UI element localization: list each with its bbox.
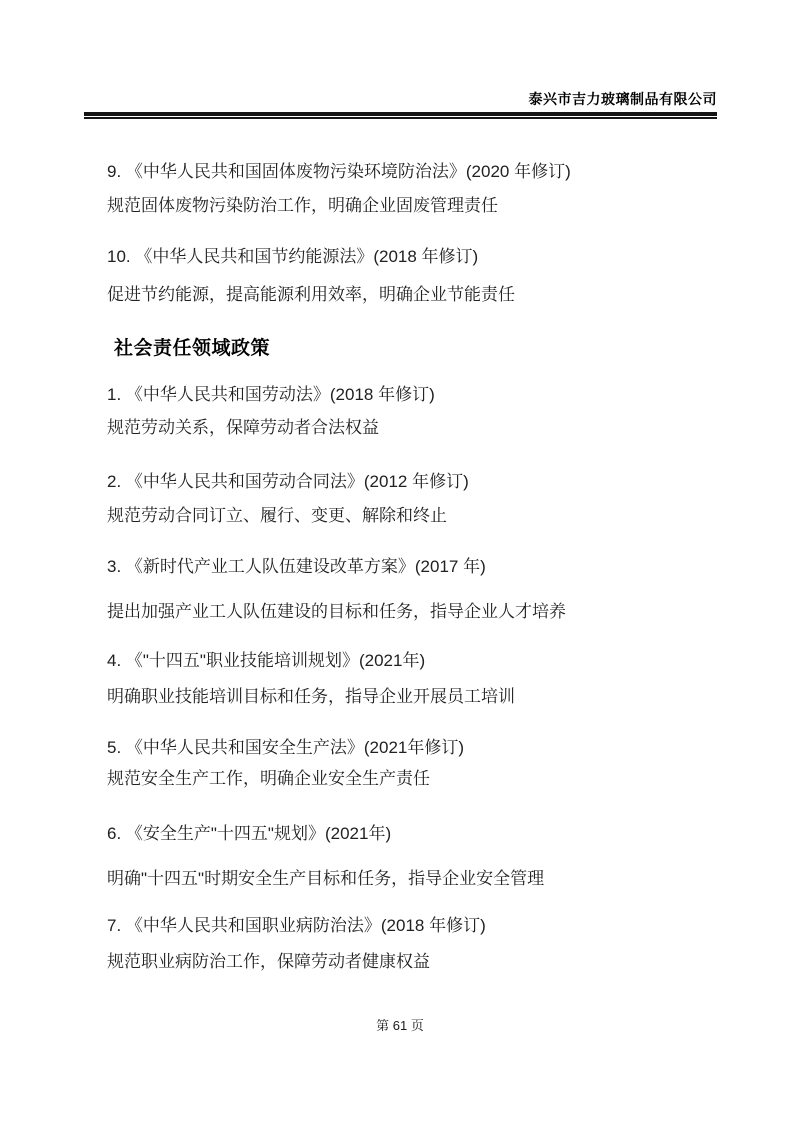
policy-item-env-9 (107, 163, 715, 215)
policy-item-desc: 规范职业病防治工作，保障劳动者健康权益 (107, 952, 430, 971)
document-body (84, 119, 717, 971)
policy-item-social-4 (107, 652, 715, 706)
policy-item-title: 10. 《中华人民共和国节约能源法》(2018 年修订) (107, 247, 479, 266)
company-name: 泰兴市吉力玻璃制品有限公司 (528, 91, 717, 107)
policy-item-desc: 规范固体废物污染防治工作，明确企业固废管理责任 (107, 196, 498, 215)
policy-item-desc: 规范劳动关系，保障劳动者合法权益 (107, 418, 379, 437)
page-header (84, 0, 717, 119)
policy-item-social-3 (107, 558, 715, 621)
policy-item-desc: 规范劳动合同订立、履行、变更、解除和终止 (107, 506, 447, 525)
policy-item-desc: 促进节约能源，提高能源利用效率，明确企业节能责任 (107, 285, 515, 304)
section-heading: 社会责任领域政策 (114, 338, 271, 359)
policy-item-desc: 明确职业技能培训目标和任务，指导企业开展员工培训 (107, 687, 515, 706)
policy-item-social-5 (107, 739, 715, 788)
policy-item-social-7 (107, 917, 715, 971)
page-number: 第 61 页 (376, 1018, 424, 1033)
policy-item-env-10 (107, 248, 715, 304)
policy-item-title: 7. 《中华人民共和国职业病防治法》(2018 年修订) (107, 916, 486, 935)
policy-item-title: 2. 《中华人民共和国劳动合同法》(2012 年修订) (107, 472, 469, 491)
page-footer (0, 1017, 800, 1035)
policy-item-title: 1. 《中华人民共和国劳动法》(2018 年修订) (107, 385, 435, 404)
policy-item-social-2 (107, 473, 715, 525)
policy-item-title: 4. 《"十四五"职业技能培训规划》(2021年) (107, 651, 426, 670)
header-rule (84, 112, 717, 119)
policy-item-desc: 明确"十四五"时期安全生产目标和任务，指导企业安全管理 (107, 869, 545, 888)
policy-item-desc: 提出加强产业工人队伍建设的目标和任务，指导企业人才培养 (107, 602, 566, 621)
policy-item-title: 9. 《中华人民共和国固体废物污染环境防治法》(2020 年修订) (107, 162, 571, 181)
policy-item-title: 6. 《安全生产"十四五"规划》(2021年) (107, 824, 392, 843)
policy-item-social-1 (107, 386, 715, 437)
policy-item-title: 3. 《新时代产业工人队伍建设改革方案》(2017 年) (107, 557, 486, 576)
policy-item-desc: 规范安全生产工作，明确企业安全生产责任 (107, 769, 430, 788)
policy-item-social-6 (107, 825, 715, 888)
policy-item-title: 5. 《中华人民共和国安全生产法》(2021年修订) (107, 738, 465, 757)
